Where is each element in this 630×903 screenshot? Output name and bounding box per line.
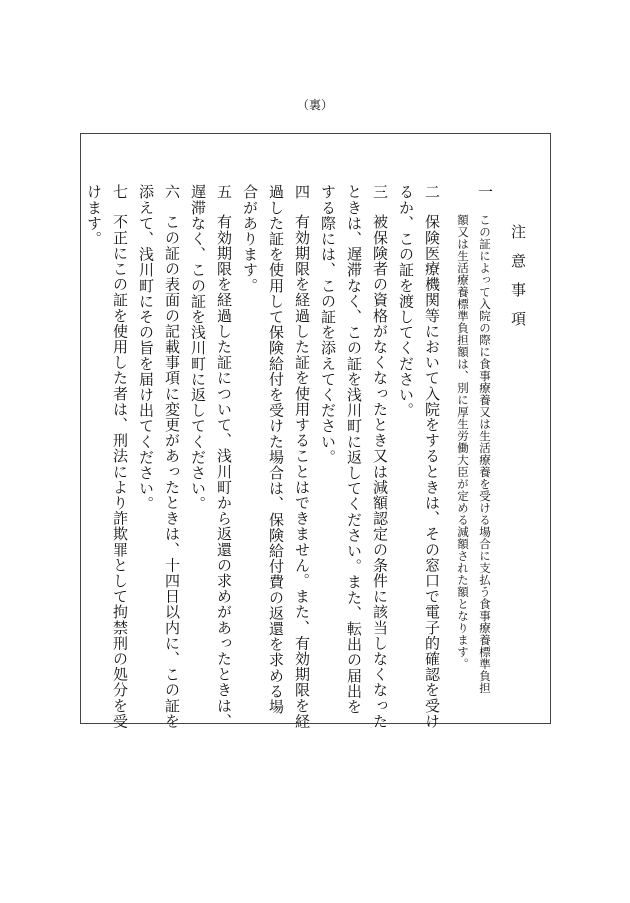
item-2-line-2: るか、この証を渡してください。 — [397, 184, 415, 418]
item-4-line-1: 有効期限を経過した証を使用することはできません。また、有効期限を経 — [293, 214, 311, 729]
item-7-line-2: けます。 — [85, 184, 103, 247]
item-number-4: 四 — [293, 184, 311, 200]
side-label: （裏） — [296, 98, 333, 112]
item-1-line-1: この証によって入院の際に食事療養又は生活療養を受ける場合に支払う食事療養標準負担 — [478, 214, 492, 694]
item-7-line-1: 不正にこの証を使用した者は、刑法により詐欺罪として拘禁刑の処分を受 — [111, 214, 129, 729]
item-number-2: 二 — [423, 184, 441, 200]
item-number-3: 三 — [371, 184, 389, 200]
item-3-line-1: 被保険者の資格がなくなったとき又は減額認定の条件に該当しなくなった — [371, 214, 389, 729]
item-number-1: 一 — [476, 184, 494, 200]
item-6-line-1: この証の表面の記載事項に変更があったときは、十四日以内に、この証を — [163, 214, 181, 729]
item-number-7: 七 — [111, 184, 129, 200]
item-number-6: 六 — [163, 184, 181, 200]
item-5-line-2: 遅滞なく、この証を浅川町に返してください。 — [189, 184, 207, 512]
notes-heading: 注意事項 — [509, 224, 527, 340]
item-5-line-1: 有効期限を経過した証について、浅川町から返還の求めがあったときは、 — [215, 214, 233, 729]
item-number-5: 五 — [215, 184, 233, 200]
item-1-line-2: 額又は生活療養標準負担額は、別に厚生労働大臣が定める減額された額となります。 — [456, 214, 470, 670]
item-2-line-1: 保険医療機関等において入院をするときは、その窓口で電子的確認を受け — [423, 214, 441, 729]
item-3-line-3: する際には、この証を添えてください。 — [319, 184, 337, 465]
item-4-line-3: 合があります。 — [241, 184, 259, 294]
notes-frame — [80, 133, 551, 729]
item-3-line-2: ときは、遅滞なく、この証を浅川町に返してください。また、転出の届出を — [345, 184, 363, 715]
item-6-line-2: 添えて、浅川町にその旨を届け出てください。 — [137, 184, 155, 512]
item-4-line-2: 過した証を使用して保険給付を受けた場合は、保険給付費の返還を求める場 — [267, 184, 285, 715]
